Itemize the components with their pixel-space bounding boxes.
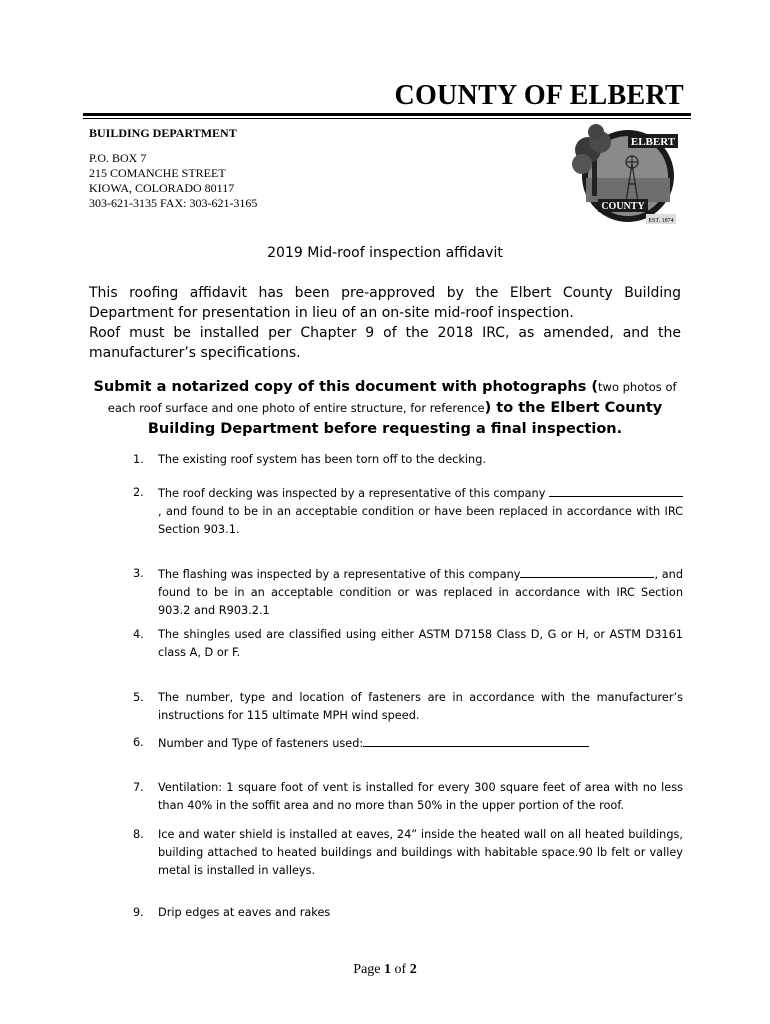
item-number: 9. [133, 906, 144, 919]
item-text: The roof decking was inspected by a representative of this company , and found to be in an acceptable condition or have been replaced in accordance with IRC Section 903.1. [158, 484, 683, 539]
item-number: 3. [133, 567, 144, 580]
item-number: 6. [133, 736, 144, 749]
county-title: COUNTY OF ELBERT [394, 80, 684, 111]
seal-bottom-text: COUNTY [601, 201, 645, 212]
submit-text-bold: Submit a notarized copy of this document with photographs ( [93, 379, 599, 395]
item-text: Number and Type of fasteners used: [158, 734, 683, 753]
item-text: Drip edges at eaves and rakes [158, 906, 331, 919]
submit-text-bold: ) to the Elbert County Building Department before requesting a final inspection. [147, 400, 663, 437]
list-item [133, 565, 683, 620]
list-item [133, 626, 683, 662]
address-line: KIOWA, COLORADO 80117 [89, 181, 235, 195]
intro-paragraph: This roofing affidavit has been pre-approved by the Elbert County Building Department for presentation in lieu of an on-site mid-roof inspection. [89, 285, 681, 321]
phone-fax-line: 303-621-3135 FAX: 303-621-3165 [89, 196, 258, 210]
item-number: 2. [133, 486, 144, 499]
submit-text-note: two photos of each roof surface and one photo of entire structure, for reference [107, 380, 677, 415]
fasteners-blank-field[interactable] [363, 734, 589, 747]
list-item [133, 826, 683, 880]
list-item [133, 779, 683, 815]
intro-paragraph: Roof must be installed per Chapter 9 of the 2018 IRC, as amended, and the manufacturer’s specifications. [89, 325, 681, 361]
seal-est-text: EST. 1874 [648, 218, 674, 224]
item-text: The existing roof system has been torn off to the decking. [158, 453, 486, 466]
header-rule-thick [83, 113, 691, 116]
address-block [89, 151, 257, 211]
list-item [133, 904, 683, 922]
department-name: BUILDING DEPARTMENT [89, 126, 237, 140]
company-blank-field[interactable] [549, 484, 683, 497]
submission-instructions [89, 376, 681, 439]
item-number: 5. [133, 691, 144, 704]
item-number: 4. [133, 628, 144, 641]
county-seal-logo [566, 120, 680, 228]
list-item [133, 484, 683, 539]
address-line: P.O. BOX 7 [89, 151, 147, 165]
company-blank-field[interactable] [520, 565, 654, 578]
address-line: 215 COMANCHE STREET [89, 166, 226, 180]
list-item [133, 451, 683, 469]
seal-top-text: ELBERT [630, 136, 676, 148]
item-text: The shingles used are classified using either ASTM D7158 Class D, G or H, or ASTM D3161 class A, D or F. [158, 628, 683, 659]
item-number: 1. [133, 453, 144, 466]
item-text: Ventilation: 1 square foot of vent is installed for every 300 square feet of area with no less than 40% in the soffit area and no more than 50% in the upper portion of the roof. [158, 781, 683, 812]
list-item [133, 734, 683, 753]
item-text: Ice and water shield is installed at eaves, 24” inside the heated wall on all heated buildings, building attached to heated buildings and buildings with habitable space.90 lb felt or valley metal is installed in valleys. [158, 828, 683, 877]
item-number: 7. [133, 781, 144, 794]
item-text: The flashing was inspected by a representative of this company , and found to be in an acceptable condition or was replaced in accordance with IRC Section 903.2 and R903.2.1 [158, 565, 683, 620]
page-number: Page 1 of 2 [353, 962, 417, 977]
intro-text [89, 283, 681, 363]
item-number: 8. [133, 828, 144, 841]
item-text: The number, type and location of fasteners are in accordance with the manufacturer’s instructions for 115 ultimate MPH wind speed. [158, 691, 683, 722]
affidavit-title: 2019 Mid-roof inspection affidavit [267, 245, 503, 261]
list-item [133, 689, 683, 725]
header-rule-thin [83, 118, 691, 119]
